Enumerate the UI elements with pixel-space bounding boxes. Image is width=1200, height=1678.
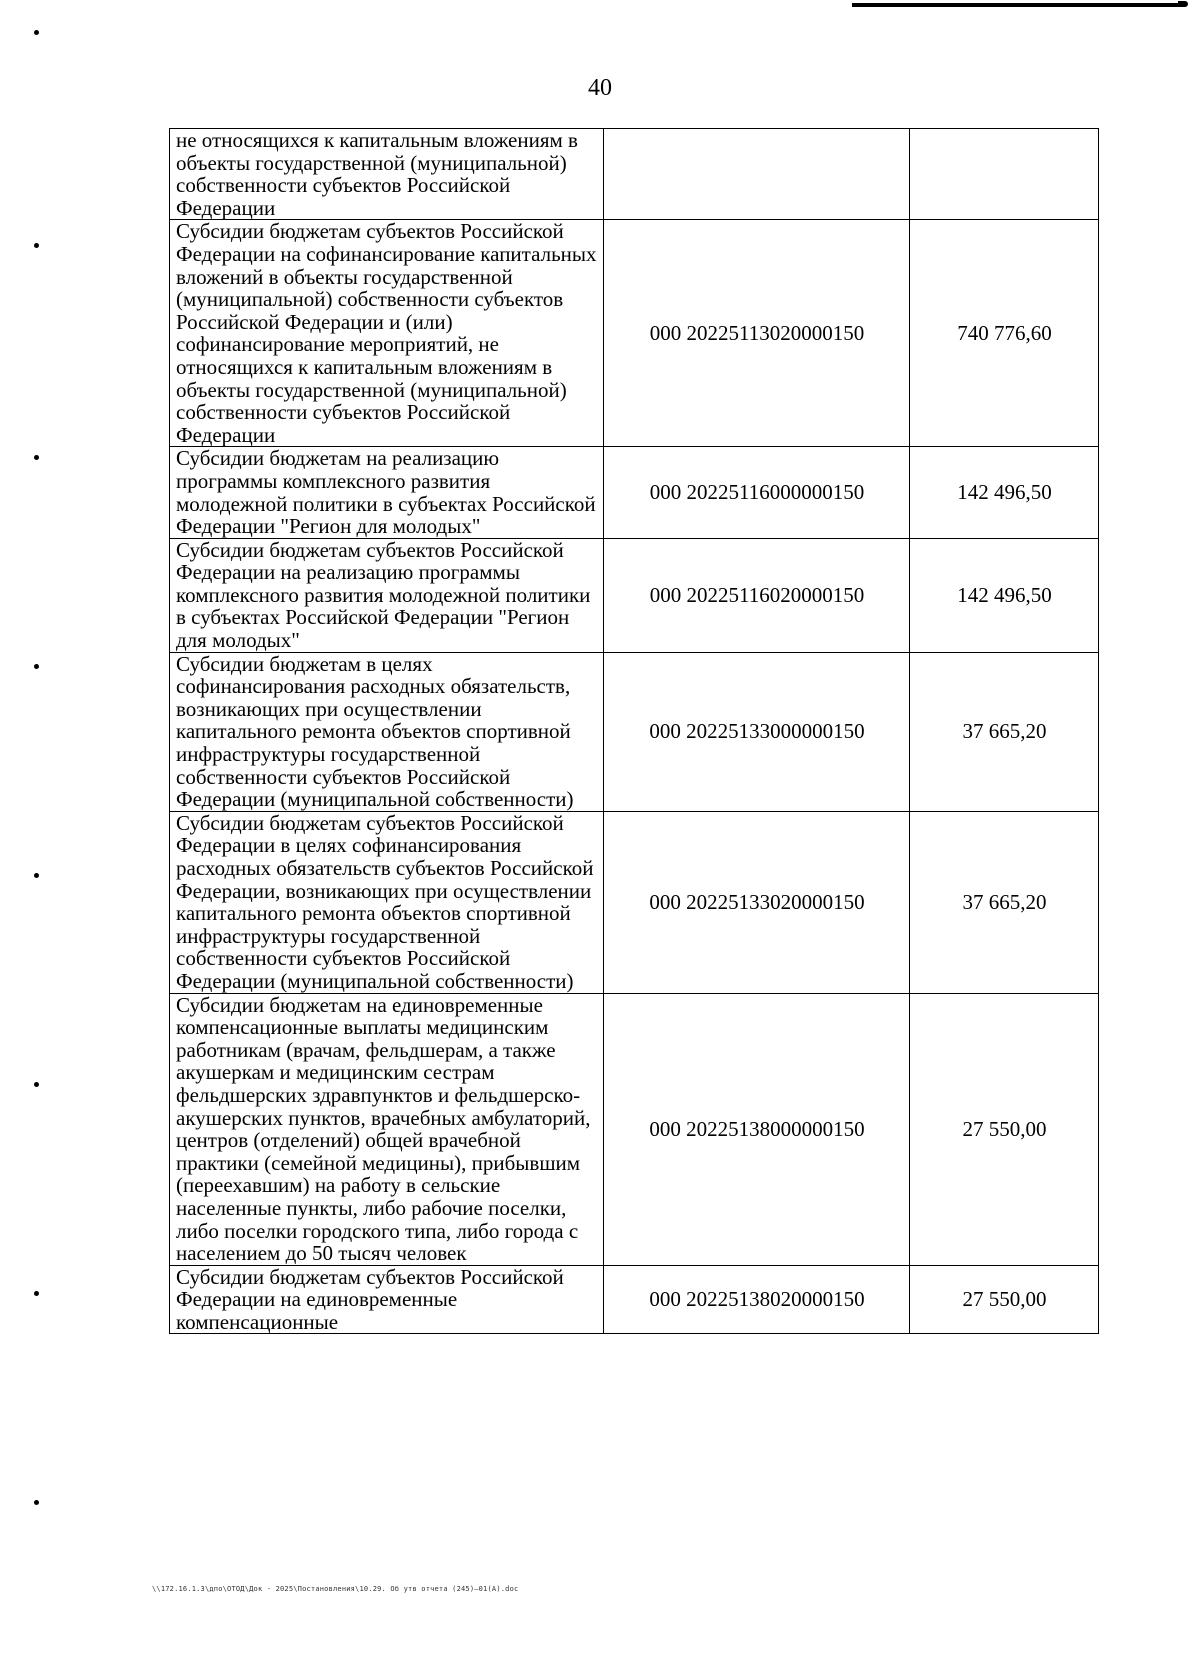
amount-cell <box>910 129 1099 220</box>
description-cell: Субсидии бюджетам на реализацию программы комплексного развития молодежной политики в субъектах Российской Федерации "Регион для молодых" <box>170 447 604 538</box>
margin-dot <box>34 455 39 460</box>
code-cell: 000 20225116000000150 <box>604 447 910 538</box>
amount-cell: 27 550,00 <box>910 1265 1099 1334</box>
margin-dot <box>34 1500 39 1505</box>
table-row <box>170 538 1099 652</box>
margin-dot <box>34 243 39 248</box>
amount-cell: 27 550,00 <box>910 993 1099 1265</box>
top-rule <box>852 3 1182 7</box>
margin-dot <box>34 664 39 669</box>
code-cell: 000 20225133000000150 <box>604 652 910 811</box>
footer-file-path: \\172.16.1.3\дпо\ОТОД\Док - 2025\Постановления\10.29. Об утв отчета (245)—01(А).doc <box>152 1585 519 1593</box>
description-cell: не относящихся к капитальным вложениям в объекты государственной (муниципальной) собственности субъектов Российской Федерации <box>170 129 604 220</box>
table-row <box>170 129 1099 220</box>
margin-dot <box>34 1291 39 1296</box>
description-cell: Субсидии бюджетам субъектов Российской Федерации на реализацию программы комплексного развития молодежной политики в субъектах Российской Федерации "Регион для молодых" <box>170 538 604 652</box>
budget-table <box>169 128 1099 1334</box>
margin-dot <box>34 30 39 35</box>
amount-cell: 142 496,50 <box>910 538 1099 652</box>
description-cell: Субсидии бюджетам субъектов Российской Федерации на единовременные компенсационные <box>170 1265 604 1334</box>
description-cell: Субсидии бюджетам субъектов Российской Федерации на софинансирование капитальных вложений в объекты государственной (муниципальной) собственности субъектов Российской Федерации и (или) софинансирование мероприятий, не относящихся к капитальным вложениям в объекты государственной (муниципальной) собственности субъектов Российской Федерации <box>170 220 604 447</box>
amount-cell: 37 665,20 <box>910 811 1099 993</box>
margin-dot <box>34 1082 39 1087</box>
code-cell: 000 20225138020000150 <box>604 1265 910 1334</box>
margin-dot <box>34 873 39 878</box>
table-row <box>170 652 1099 811</box>
table-row <box>170 447 1099 538</box>
amount-cell: 37 665,20 <box>910 652 1099 811</box>
description-cell: Субсидии бюджетам на единовременные компенсационные выплаты медицинским работникам (врачам, фельдшерам, а также акушеркам и медицинским сестрам фельдшерских здравпунктов и фельдшерско-акушерских пунктов, врачебных амбулаторий, центров (отделений) общей врачебной практики (семейной медицины), прибывшим (переехавшим) на работу в сельские населенные пункты, либо рабочие поселки, либо поселки городского типа, либо города с населением до 50 тысяч человек <box>170 993 604 1265</box>
description-cell: Субсидии бюджетам субъектов Российской Федерации в целях софинансирования расходных обязательств субъектов Российской Федерации, возникающих при осуществлении капитального ремонта объектов спортивной инфраструктуры государственной собственности субъектов Российской Федерации (муниципальной собственности) <box>170 811 604 993</box>
amount-cell: 142 496,50 <box>910 447 1099 538</box>
code-cell: 000 20225113020000150 <box>604 220 910 447</box>
description-cell: Субсидии бюджетам в целях софинансирования расходных обязательств, возникающих при осуществлении капитального ремонта объектов спортивной инфраструктуры государственной собственности субъектов Российской Федерации (муниципальной собственности) <box>170 652 604 811</box>
page-number: 40 <box>588 75 612 101</box>
table-row <box>170 1265 1099 1334</box>
table-row <box>170 811 1099 993</box>
code-cell: 000 20225116020000150 <box>604 538 910 652</box>
table-row <box>170 993 1099 1265</box>
code-cell: 000 20225138000000150 <box>604 993 910 1265</box>
code-cell: 000 20225133020000150 <box>604 811 910 993</box>
table-row <box>170 220 1099 447</box>
amount-cell: 740 776,60 <box>910 220 1099 447</box>
code-cell <box>604 129 910 220</box>
